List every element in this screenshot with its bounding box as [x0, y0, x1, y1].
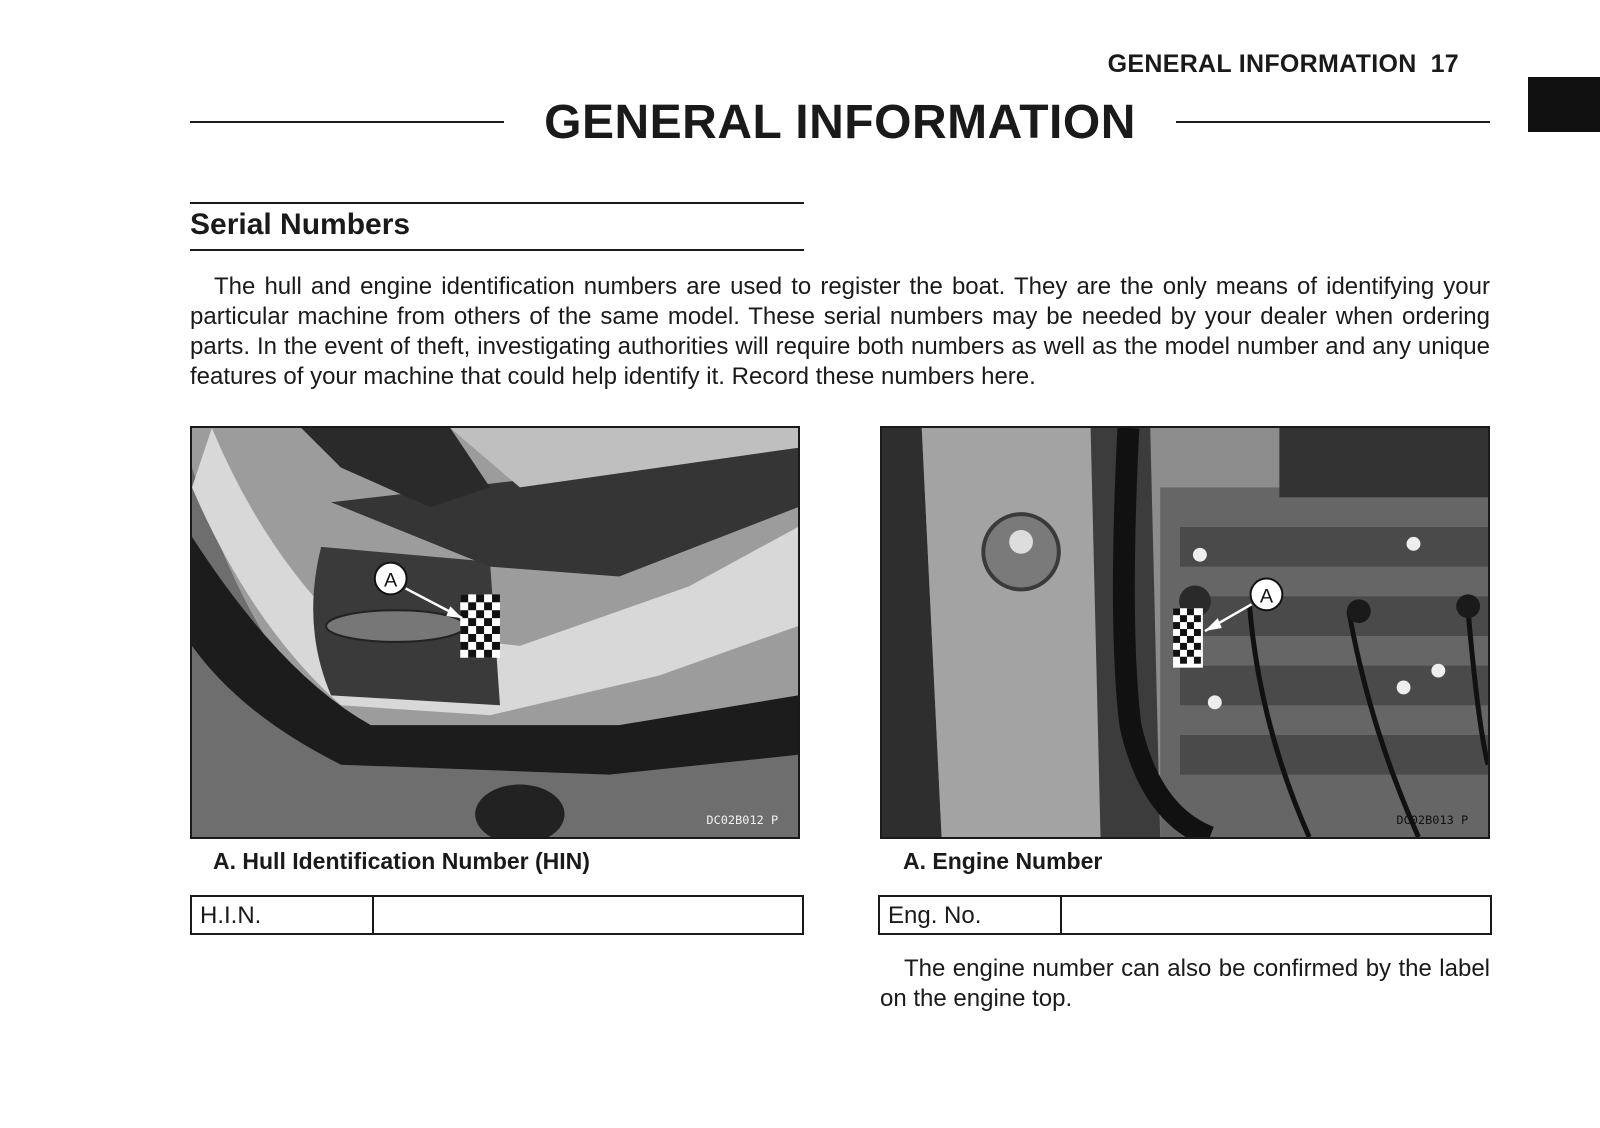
thumb-index-tab [1528, 77, 1600, 132]
chapter-title-bar [190, 92, 1490, 152]
section-rule-bottom [190, 249, 804, 251]
engine-record-field [1062, 897, 1490, 933]
hull-photo-code: DC02B012 P [706, 813, 779, 828]
hin-record-box [190, 895, 804, 935]
engine-callout-label: A [1259, 585, 1274, 608]
engine-photo-code: DC02B013 P [1396, 813, 1469, 828]
engine-photo-illustration [882, 428, 1488, 837]
hull-photo-illustration [192, 428, 798, 837]
hin-record-field [374, 897, 802, 933]
engine-record-label: Eng. No. [880, 897, 1062, 933]
chapter-title: GENERAL INFORMATION [544, 95, 1136, 149]
section-title: Serial Numbers [190, 208, 411, 241]
engine-photo [880, 426, 1490, 839]
hin-record-label: H.I.N. [192, 897, 374, 933]
engine-record-box [878, 895, 1492, 935]
engine-number-note: The engine number can also be confirmed by the label on the engine top. [880, 955, 1490, 1012]
title-rule-right [1176, 121, 1490, 123]
hull-photo [190, 426, 800, 839]
hull-caption: A. Hull Identification Number (HIN) [213, 848, 590, 874]
hull-callout-label: A [384, 569, 398, 592]
engine-caption: A. Engine Number [903, 848, 1103, 874]
running-header [1108, 50, 1459, 79]
running-header-title: GENERAL INFORMATION [1107, 50, 1417, 78]
page-number: 17 [1430, 50, 1459, 78]
title-rule-left [190, 121, 504, 123]
section-rule-top [190, 202, 804, 204]
intro-paragraph: The hull and engine identification numbers are used to register the boat. They are the only means of identifying your particular machine from others of the same model. These serial numbers may be needed by your dealer when ordering parts. In the event of theft, investigating authorities will require both numbers as well as the model number and any unique features of your machine that could help identify it. Record these numbers here. [190, 273, 1490, 390]
